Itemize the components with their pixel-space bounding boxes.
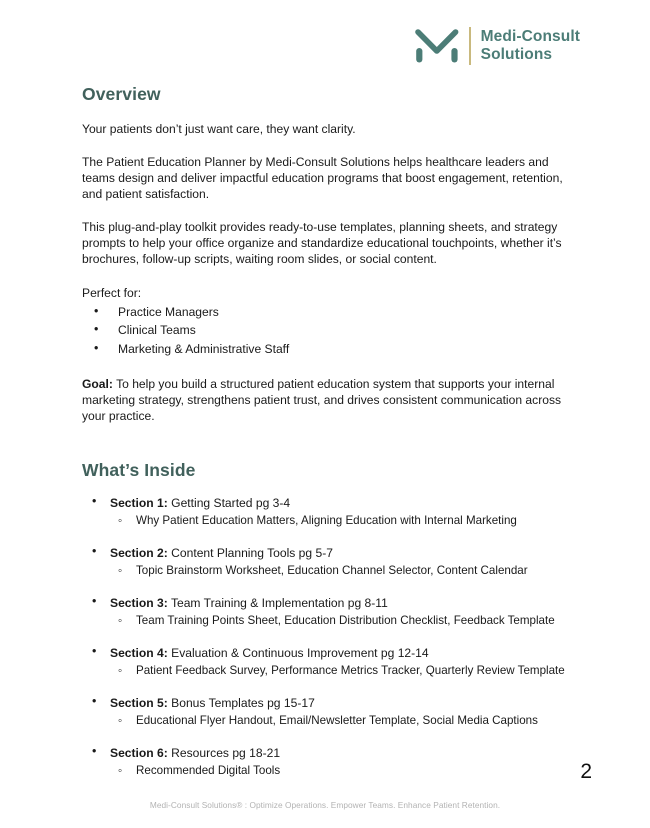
audience-intro: Perfect for: xyxy=(82,285,142,300)
overview-heading: Overview xyxy=(82,84,161,104)
list-item: • Marketing & Administrative Staff xyxy=(82,340,577,359)
toc-entry-name: Getting Started pg 3-4 xyxy=(167,496,291,511)
whats-inside-heading: What’s Inside xyxy=(82,460,196,481)
toc-entry-label: Section 1: xyxy=(110,496,168,511)
page-content xyxy=(82,84,577,779)
toc-entry-details: ◦ Topic Brainstorm Worksheet, Education Channel Selector, Content Calendar xyxy=(110,563,577,579)
logo-divider xyxy=(469,27,471,65)
page-number: 2 xyxy=(580,760,592,783)
brand-name-line-2: Solutions xyxy=(480,46,553,63)
toc-entry-title xyxy=(110,745,577,761)
list-item xyxy=(82,695,577,729)
toc-entry-label: Section 2: xyxy=(110,546,168,561)
toc-entry-details: ◦ Team Training Points Sheet, Education Distribution Checklist, Feedback Template xyxy=(110,613,577,629)
list-item xyxy=(82,545,577,579)
toc-entry-label: Section 4: xyxy=(110,645,168,660)
toc-entry-title xyxy=(110,495,577,511)
brand-wordmark xyxy=(481,28,580,65)
list-item xyxy=(82,645,577,679)
toc-entry-details: ◦ Patient Feedback Survey, Performance Metrics Tracker, Quarterly Review Template xyxy=(110,663,577,679)
list-item: • Practice Managers xyxy=(82,303,577,322)
goal-text: To help you build a structured patient education system that supports your internal marketing strategy, strengthens patient trust, and drives consistent communication across your practice. xyxy=(82,376,562,423)
toc-entry-details: ◦ Why Patient Education Matters, Aligning Education with Internal Marketing xyxy=(110,513,577,529)
toc-entry-name: Team Training & Implementation pg 8-11 xyxy=(167,595,388,610)
table-of-contents xyxy=(82,495,577,779)
toc-entry-label: Section 5: xyxy=(110,695,168,710)
toc-entry-label: Section 6: xyxy=(110,745,168,760)
list-item: • Clinical Teams xyxy=(82,321,577,340)
toc-entry-name: Bonus Templates pg 15-17 xyxy=(167,695,315,710)
toc-entry-name: Content Planning Tools pg 5-7 xyxy=(167,546,333,561)
toc-entry-details: ◦ Recommended Digital Tools xyxy=(110,763,577,779)
goal-label: Goal: xyxy=(82,376,113,391)
list-item xyxy=(82,495,577,529)
toc-entry-title xyxy=(110,545,577,561)
logo-m-monogram-icon xyxy=(415,26,459,66)
toc-entry-title xyxy=(110,645,577,661)
toc-entry-label: Section 3: xyxy=(110,595,168,610)
goal-paragraph xyxy=(82,376,577,424)
overview-tagline: Your patients don’t just want care, they want clarity. xyxy=(82,122,356,136)
list-item xyxy=(82,595,577,629)
brand-name-line-1: Medi-Consult xyxy=(480,27,580,45)
overview-paragraph-2: This plug-and-play toolkit provides ready-to-use templates, planning sheets, and strategy prompts to help your office organize and standardize educational touchpoints, whether it’s brochures, follow-up scripts, waiting room slides, or social content. xyxy=(82,220,562,267)
toc-entry-title xyxy=(110,595,577,611)
page-footer: Medi-Consult Solutions® : Optimize Operations. Empower Teams. Enhance Patient Retention. xyxy=(149,800,501,810)
list-item xyxy=(82,745,577,779)
toc-entry-name: Evaluation & Continuous Improvement pg 12-14 xyxy=(167,645,429,660)
toc-entry-name: Resources pg 18-21 xyxy=(167,745,281,760)
audience-list xyxy=(82,303,577,359)
toc-entry-details: ◦ Educational Flyer Handout, Email/Newsletter Template, Social Media Captions xyxy=(110,713,577,729)
overview-paragraph-1: The Patient Education Planner by Medi-Consult Solutions helps healthcare leaders and teams design and deliver impactful education programs that boost engagement, retention, and patient satisfaction. xyxy=(82,155,563,202)
toc-entry-title xyxy=(110,695,577,711)
brand-logo xyxy=(415,26,580,66)
